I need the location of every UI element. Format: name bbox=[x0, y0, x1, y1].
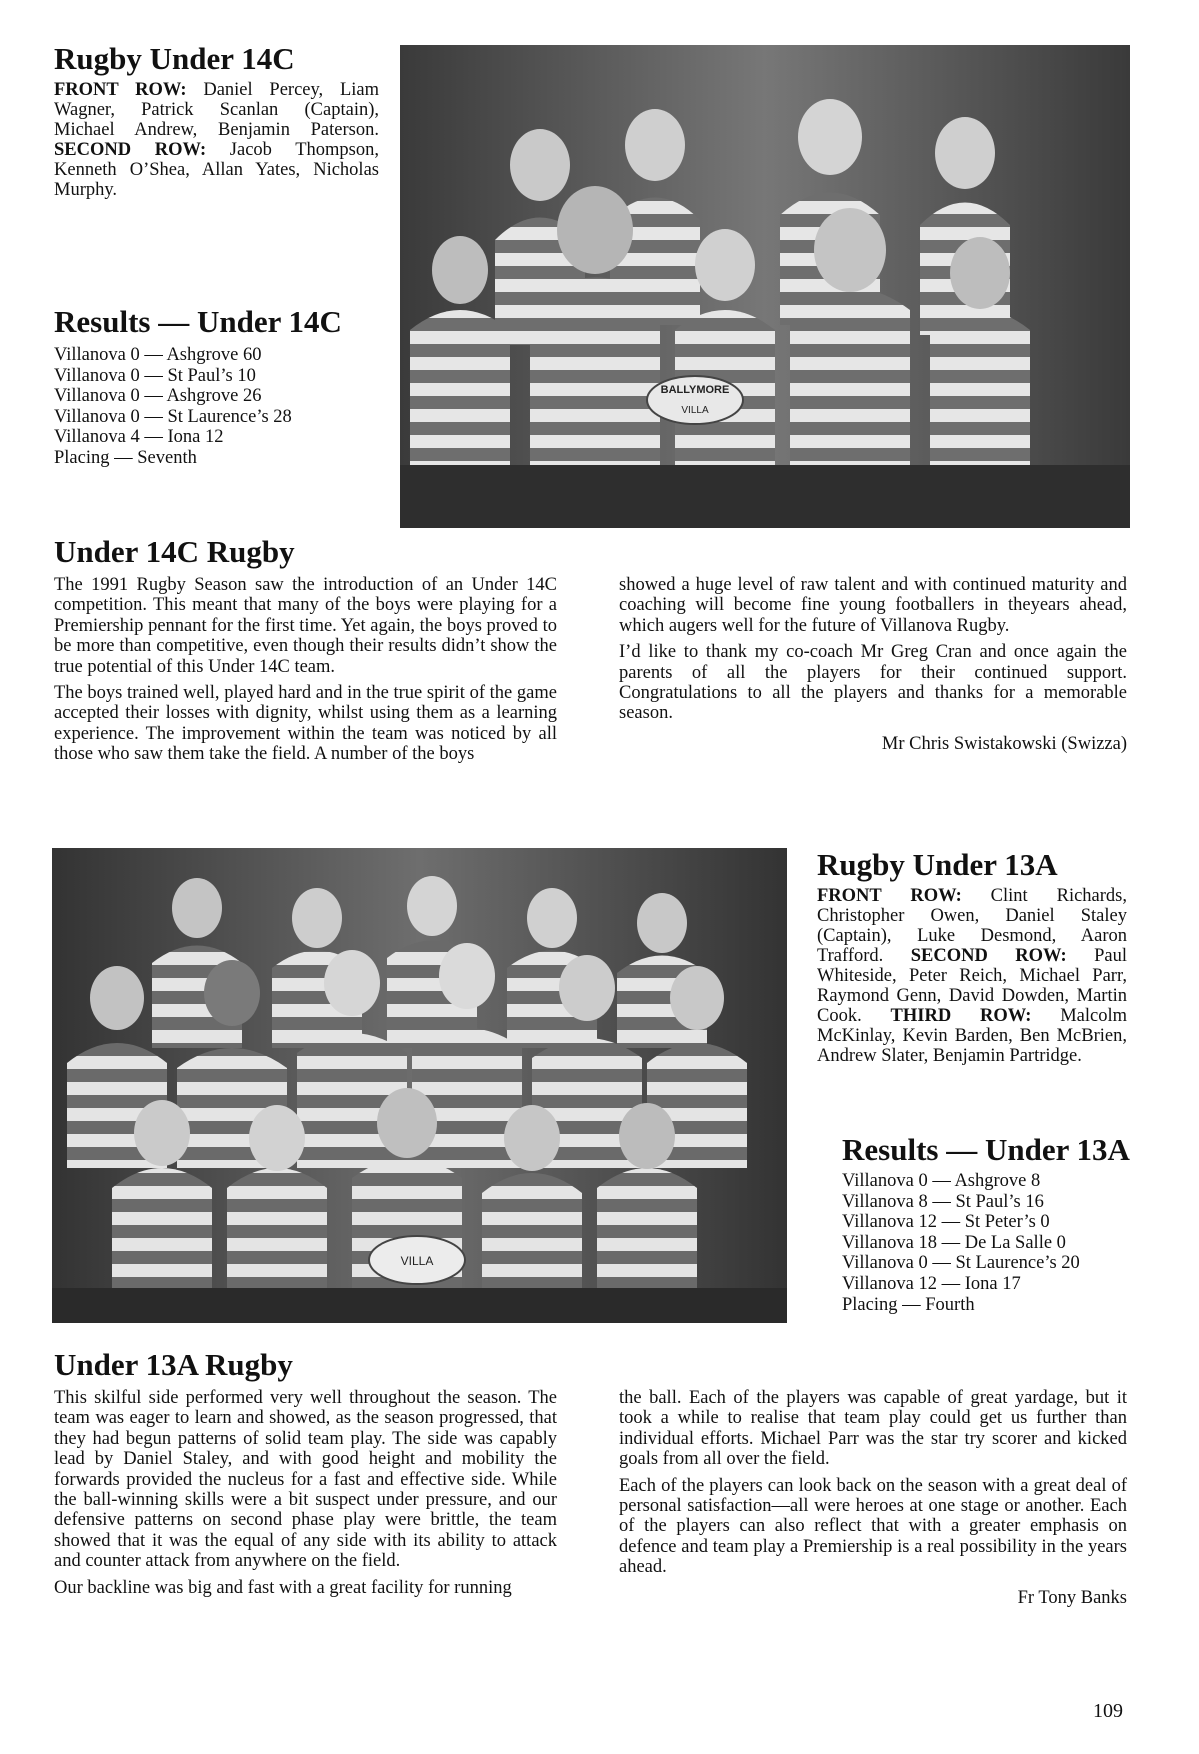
ball-brand-14c: BALLYMORE bbox=[660, 384, 730, 396]
second-row-names: Paul Whiteside, Peter Reich, Michael Parr, Raymond Genn, David Dowden, Martin Cook. bbox=[817, 946, 1127, 1026]
results-13a-list bbox=[842, 1171, 1132, 1315]
ball-text-13a: VILLA bbox=[400, 1254, 434, 1268]
result-line: Villanova 18 — De La Salle 0 bbox=[842, 1232, 1066, 1253]
article-13a-title: Under 13A Rugby bbox=[54, 1347, 293, 1382]
result-line: Villanova 0 — Ashgrove 60 bbox=[54, 345, 262, 365]
result-line: Placing — Fourth bbox=[842, 1294, 975, 1315]
results-13a bbox=[842, 1133, 1132, 1315]
second-row-names: Jacob Thompson, Kenneth O’Shea, Allan Yates, Nicholas Murphy. bbox=[54, 140, 379, 200]
paragraph: The boys trained well, played hard and in the true spirit of the game accepted their losses with dignity, whilst using them as a learning experience. The improvement within the team was noticed by all those who saw them take the field. A number of the boys bbox=[54, 683, 557, 765]
caption-14c-title: Rugby Under 14C bbox=[54, 41, 295, 76]
front-row-names: Daniel Percey, Liam Wagner, Patrick Scanlan (Captain), Michael Andrew, Benjamin Paterson. bbox=[54, 80, 379, 140]
caption-13a-text bbox=[817, 886, 1127, 1066]
results-14c-list bbox=[54, 345, 384, 469]
article-14c-title: Under 14C Rugby bbox=[54, 534, 295, 569]
results-14c-title: Results — Under 14C bbox=[54, 304, 342, 339]
caption-13a bbox=[817, 848, 1127, 1066]
result-line: Placing — Seventh bbox=[54, 447, 197, 468]
paragraph: This skilful side performed very well throughout the season. The team was eager to learn and showed, as the season progressed, that they had begun patterns of solid team play. The side was capably lead by Daniel Staley, and with good height and mobility the forwards provided the nucleus for a fast and effective side. While the ball-winning skills were a bit suspect under pressure, and our defensive patterns on second phase play were brittle, the team showed that it was the equal of any side with its ability to attack and counter attack from anywhere on the field. bbox=[54, 1388, 557, 1572]
article-14c-right-column bbox=[619, 575, 1127, 754]
article-13a-right-column bbox=[619, 1388, 1127, 1608]
ball-text-14c: VILLA bbox=[681, 405, 709, 416]
result-line: Villanova 0 — Ashgrove 8 bbox=[842, 1171, 1041, 1191]
paragraph: Our backline was big and fast with a great facility for running bbox=[54, 1577, 512, 1598]
paragraph: showed a huge level of raw talent and with continued maturity and coaching will become fine young footballers in theyears ahead, which augers well for the future of Villanova Rugby. bbox=[619, 575, 1127, 636]
front-row-names: Clint Richards, Christopher Owen, Daniel Staley (Captain), Luke Desmond, Aaron Trafford. bbox=[817, 886, 1127, 966]
second-row-label: SECOND ROW: bbox=[910, 946, 1067, 966]
second-row-label: SECOND ROW: bbox=[54, 140, 207, 160]
team-photo-13a bbox=[52, 848, 787, 1323]
result-line: Villanova 0 — St Paul’s 10 bbox=[54, 365, 256, 386]
result-line: Villanova 12 — St Peter’s 0 bbox=[842, 1212, 1050, 1233]
paragraph: the ball. Each of the players was capable of great yardage, but it took a while to realise that team play could get us further than individual efforts. Michael Parr was the star try scorer and kicked goals from all over the field. bbox=[619, 1388, 1127, 1470]
team-photo-14c bbox=[400, 45, 1130, 528]
paragraph: The 1991 Rugby Season saw the introduction of an Under 14C competition. This meant that many of the boys were playing for a Premiership pennant for the first time. Yet again, the boys proved to be more than competitive, even though their results didn’t show the true potential of this Under 14C team. bbox=[54, 575, 557, 677]
front-row-label: FRONT ROW: bbox=[817, 886, 962, 906]
page-number: 109 bbox=[1093, 1700, 1123, 1722]
third-row-label: THIRD ROW: bbox=[890, 1006, 1032, 1026]
article-14c-signature: Mr Chris Swistakowski (Swizza) bbox=[881, 733, 1127, 754]
result-line: Villanova 8 — St Paul’s 16 bbox=[842, 1191, 1044, 1212]
article-13a-signature: Fr Tony Banks bbox=[1017, 1587, 1127, 1608]
result-line: Villanova 0 — St Laurence’s 20 bbox=[842, 1253, 1080, 1274]
caption-14c-text bbox=[54, 80, 379, 200]
result-line: Villanova 0 — Ashgrove 26 bbox=[54, 386, 262, 407]
paragraph: Each of the players can look back on the season with a great deal of personal satisfaction—all were heroes at one stage or another. Each of the players can also reflect that with a greater emphasis on defence and team play a Premiership is a real possibility in the years ahead. bbox=[619, 1475, 1127, 1578]
paragraph: I’d like to thank my co-coach Mr Greg Cran and once again the parents of all the players for their continued support. Congratulations to all the players and thanks for a memorable season. bbox=[619, 642, 1127, 724]
front-row-label: FRONT ROW: bbox=[54, 80, 187, 100]
result-line: Villanova 12 — Iona 17 bbox=[842, 1273, 1021, 1294]
caption-13a-title: Rugby Under 13A bbox=[817, 847, 1058, 882]
caption-14c bbox=[54, 42, 379, 200]
results-14c bbox=[54, 305, 384, 469]
article-13a-left-column bbox=[54, 1388, 557, 1604]
results-13a-title: Results — Under 13A bbox=[842, 1132, 1130, 1167]
third-row-names: Malcolm McKinlay, Kevin Barden, Ben McBrien, Andrew Slater, Benjamin Partridge. bbox=[817, 1006, 1127, 1066]
result-line: Villanova 0 — St Laurence’s 28 bbox=[54, 406, 292, 427]
result-line: Villanova 4 — Iona 12 bbox=[54, 427, 224, 448]
article-14c-left-column bbox=[54, 575, 557, 771]
